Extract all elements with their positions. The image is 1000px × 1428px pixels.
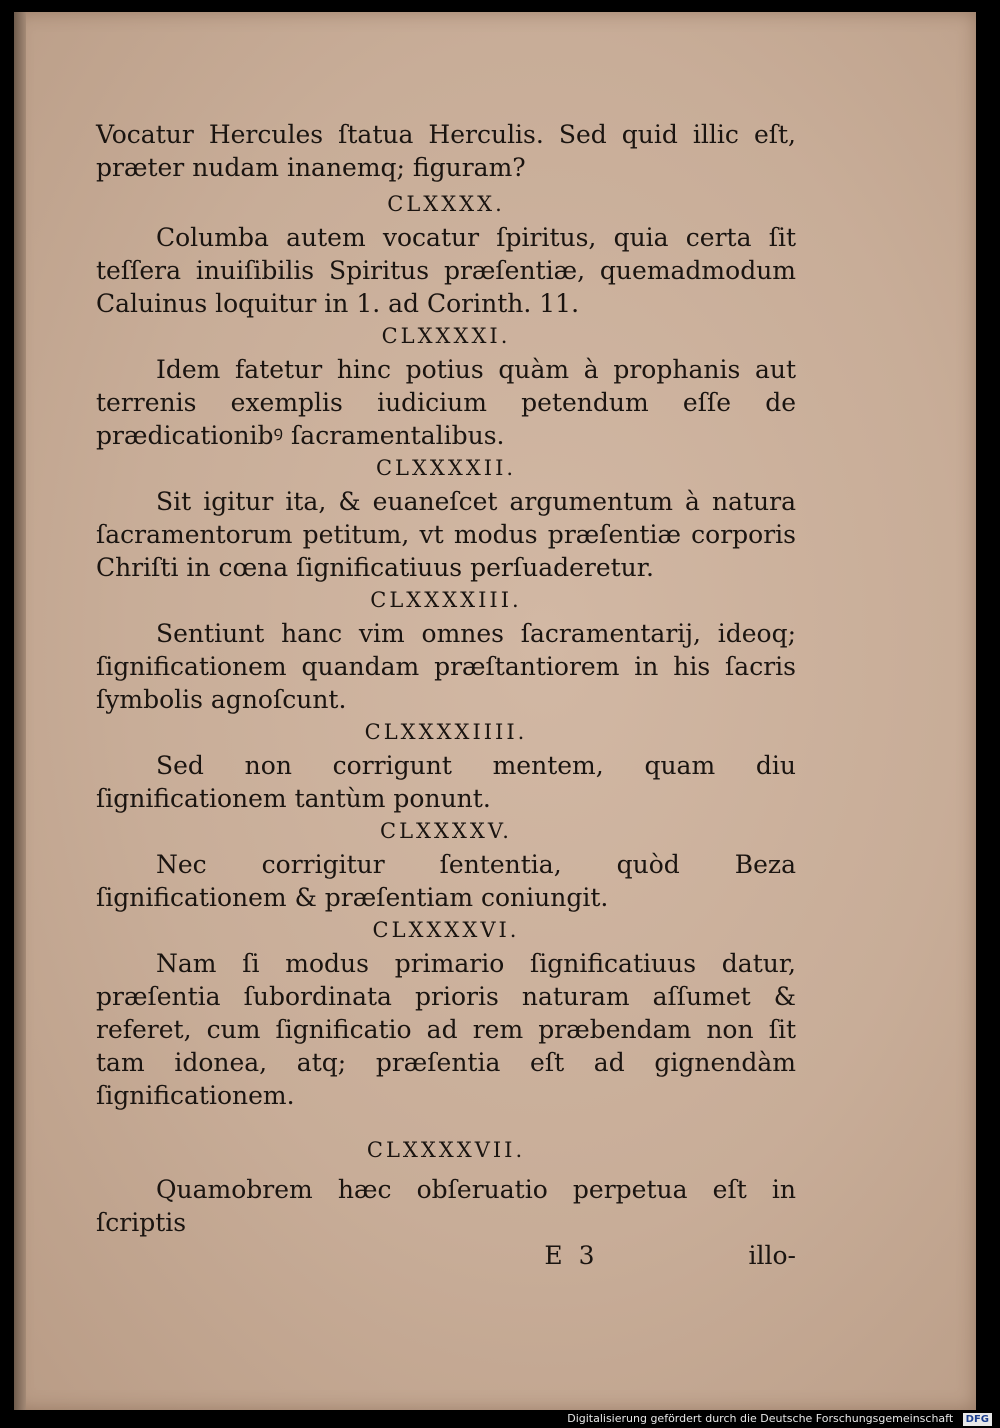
digitization-credit-bar	[0, 1410, 1000, 1428]
intro-paragraph: Vocatur Hercules ſtatua Herculis. Sed quid illic eſt, præter nudam inanemq; figuram?	[96, 120, 796, 182]
section-text: Sed non corrigunt mentem, quam diu ſignificationem tantùm ponunt.	[96, 751, 796, 813]
section-text: Columba autem vocatur ſpiritus, quia certa ſit teſſera inuiſibilis Spiritus præſentiæ, quemadmodum Caluinus loquitur in 1. ad Corinth. 11.	[96, 223, 796, 318]
signature-mark: E 3	[544, 1241, 599, 1270]
page-text-block	[96, 118, 796, 1272]
page-binding-edge	[14, 12, 26, 1410]
section-heading: CLXXXXII.	[375, 456, 517, 480]
section-heading: CLXXXXIIII.	[364, 720, 528, 744]
page-footer-line	[96, 1239, 796, 1272]
catchword: illo-	[748, 1241, 796, 1270]
digitization-credit: Digitalisierung gefördert durch die Deutsche Forschungsgemeinschaft	[567, 1412, 954, 1425]
section-text: Idem fatetur hinc potius quàm à prophanis aut terrenis exemplis iudicium petendum eſſe de prædicationibꝰ ſacramentalibus.	[96, 355, 796, 450]
section-text: Sentiunt hanc vim omnes ſacramentarij, ideoq; ſignificationem quandam præſtantiorem in his ſacris ſymbolis agnoſcunt.	[96, 619, 796, 714]
dfg-logo-icon: DFG	[963, 1413, 992, 1426]
section-heading: CLXXXXI.	[381, 324, 511, 348]
section-heading: CLXXXXVII.	[366, 1138, 526, 1162]
section-heading: CLXXXXV.	[380, 819, 512, 843]
section-heading: CLXXXXIII.	[370, 588, 522, 612]
section-heading: CLXXXX.	[387, 192, 505, 216]
section-heading: CLXXXXVI.	[372, 918, 520, 942]
section-text: Nam ſi modus primario ſignificatiuus datur, præſentia ſubordinata prioris naturam aſſumet & referet, cum ſignificatio ad rem præbendam non ſit tam idonea, atq; præſentia eſt ad gignendàm ſignificationem.	[96, 949, 796, 1110]
section-text: Sit igitur ita, & euaneſcet argumentum à natura ſacramentorum petitum, vt modus præſentiæ corporis Chriſti in cœna ſignificatiuus perſuaderetur.	[96, 487, 796, 582]
section-text: Nec corrigitur ſententia, quòd Beza ſignificationem & præſentiam coniungit.	[96, 850, 796, 912]
section-text: Quamobrem hæc obſeruatio perpetua eſt in ſcriptis	[96, 1175, 796, 1237]
